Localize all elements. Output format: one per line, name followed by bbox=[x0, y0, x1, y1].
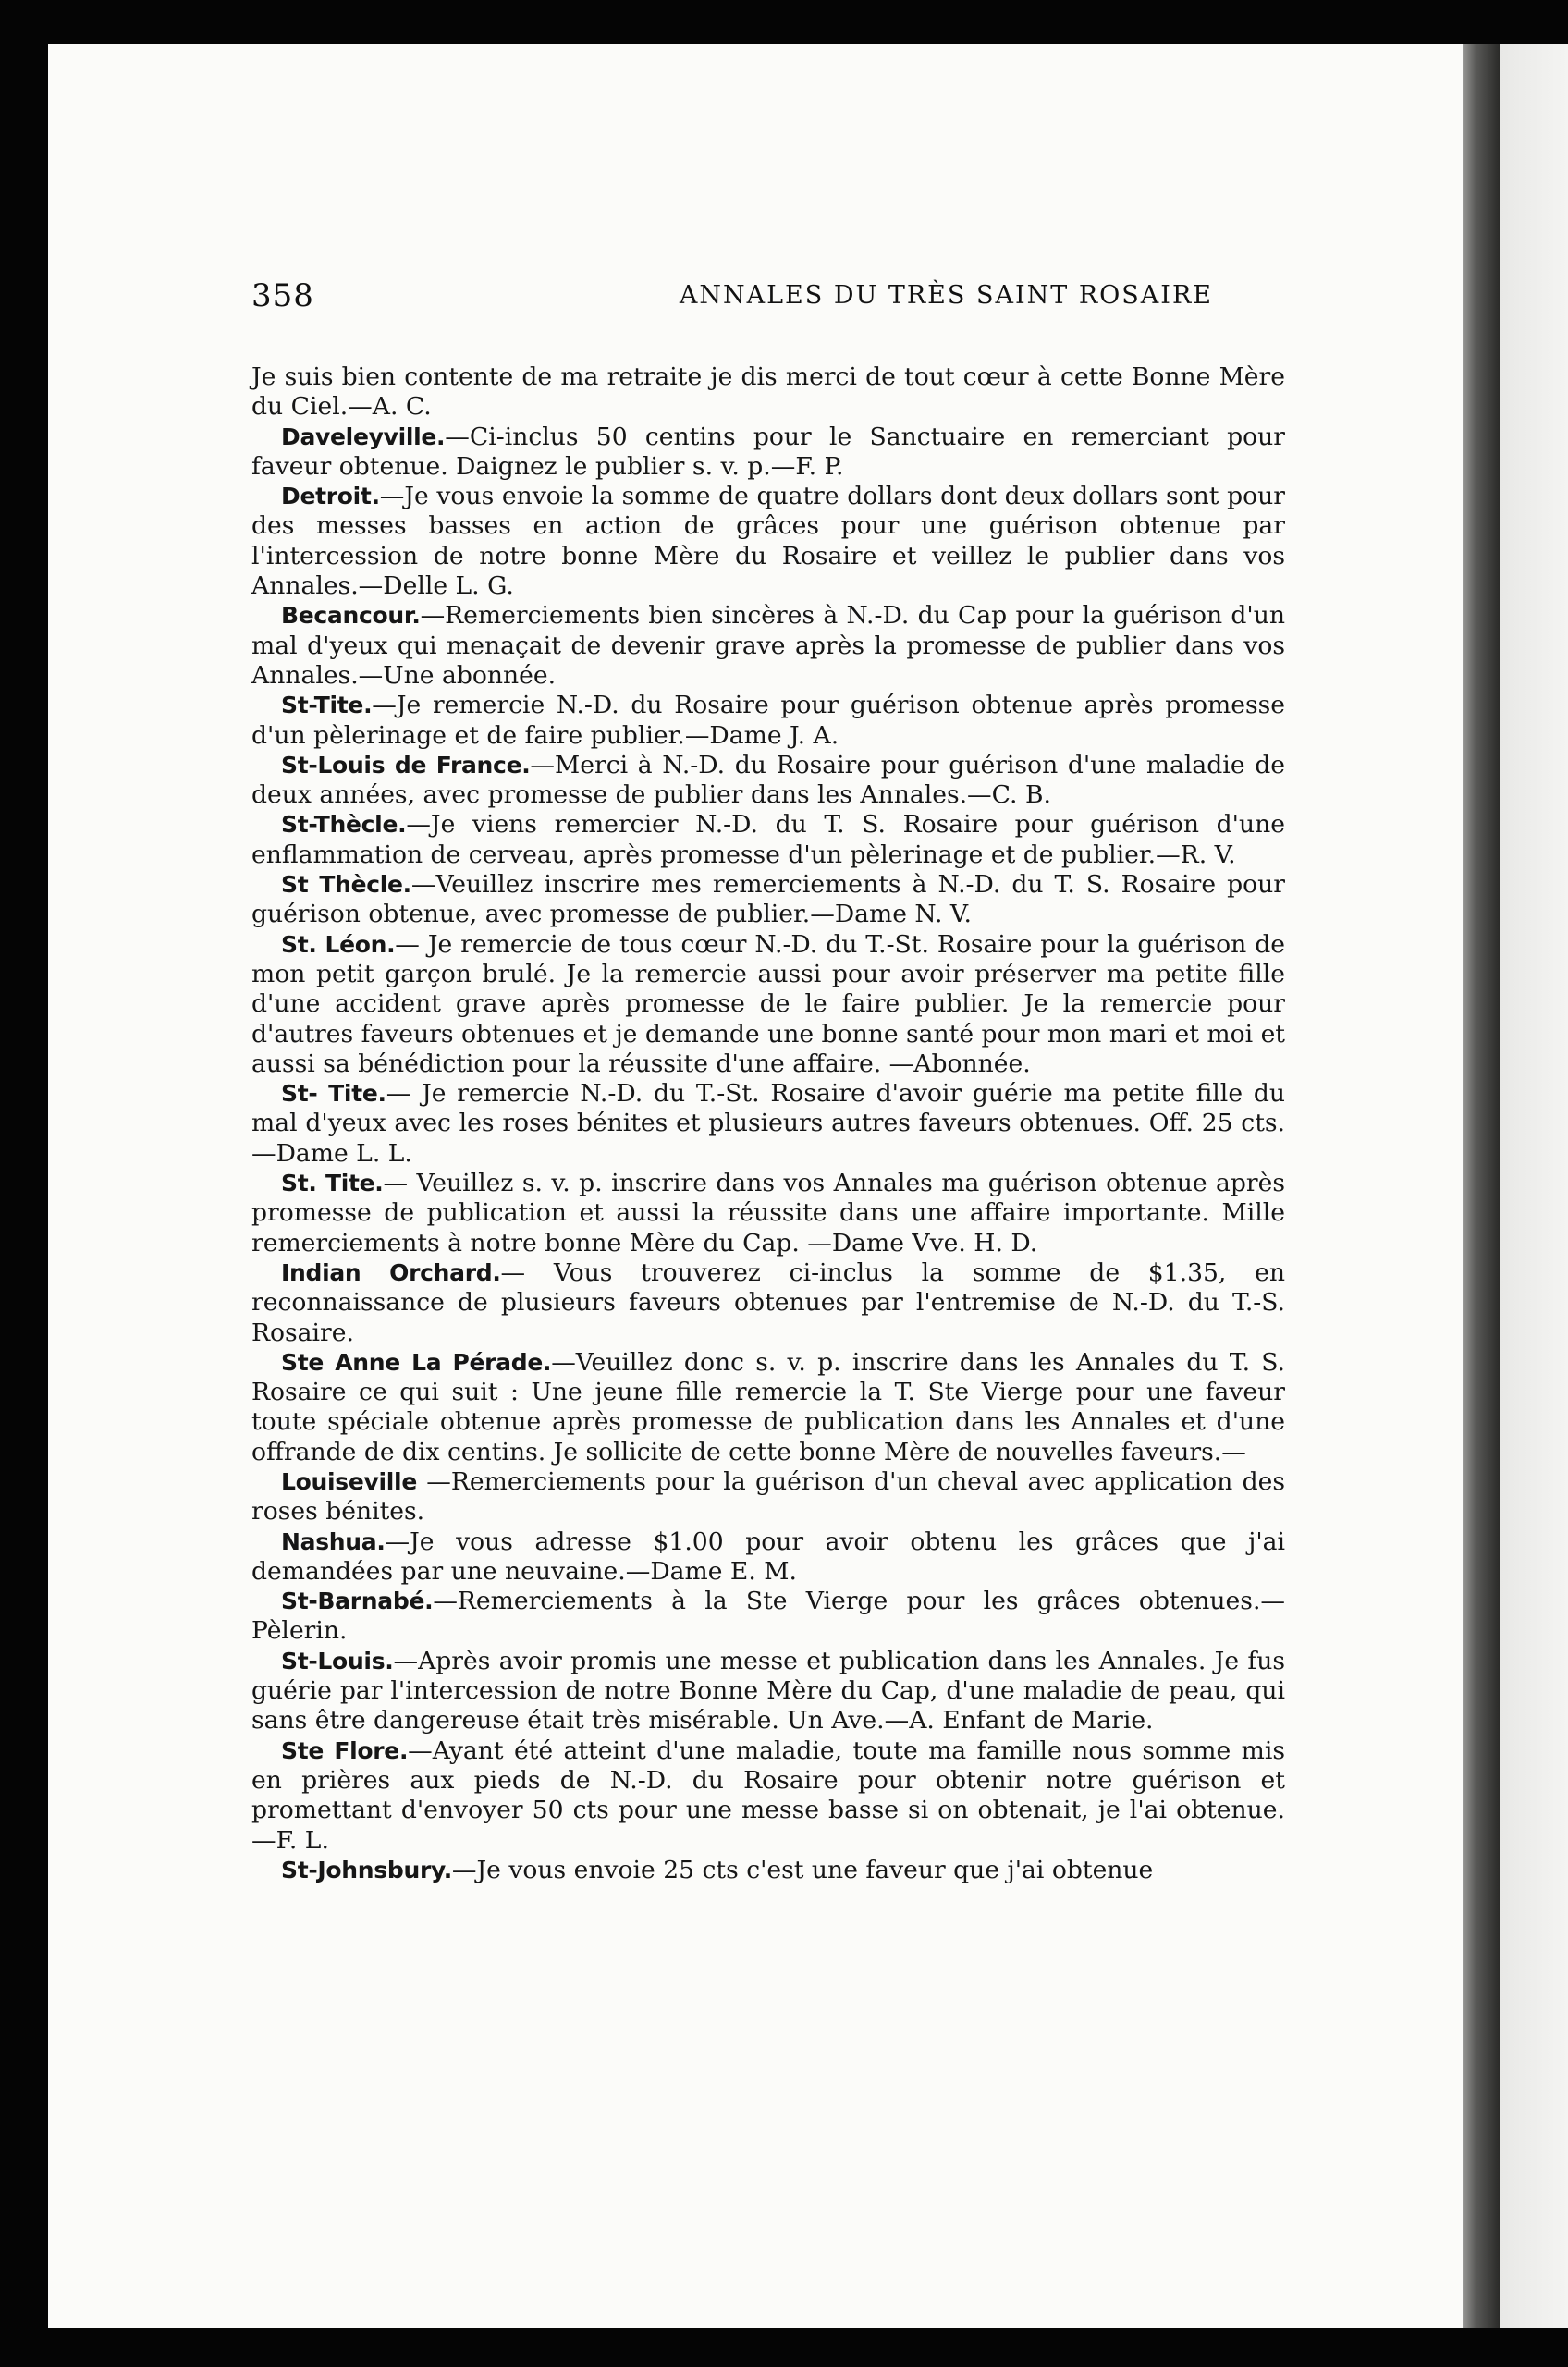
entry-text: —Ci-inclus 50 centins pour le Sanctuaire en remerciant pour faveur obtenue. Daignez le publier s. v. p.—F. P. bbox=[251, 422, 1285, 481]
entry-8 bbox=[251, 930, 1285, 1079]
entry-place: St- Tite. bbox=[281, 1080, 386, 1108]
entry-12 bbox=[251, 1348, 1285, 1467]
entry-text: —Je vous adresse $1.00 pour avoir obtenu les grâces que j'ai demandées par une neuvaine.—Dame E. M. bbox=[251, 1527, 1285, 1586]
entry-17 bbox=[251, 1736, 1285, 1856]
entry-11 bbox=[251, 1258, 1285, 1348]
entry-9 bbox=[251, 1079, 1285, 1169]
entry-18 bbox=[251, 1856, 1285, 1885]
book-gutter bbox=[1463, 44, 1500, 2328]
entry-16 bbox=[251, 1647, 1285, 1736]
entry-text: —Remerciements bien sincères à N.-D. du Cap pour la guérison d'un mal d'yeux qui menaçait de devenir grave après la promesse de publier dans vos Annales.—Une abonnée. bbox=[251, 601, 1285, 690]
entry-6 bbox=[251, 810, 1285, 870]
entry-place: Becancour. bbox=[281, 602, 421, 630]
entry-text: —Remerciements pour la guérison d'un cheval avec application des roses bénites. bbox=[251, 1466, 1285, 1527]
entry-text: — Veuillez s. v. p. inscrire dans vos Annales ma guérison obtenue après promesse de publication et aussi la réussite dans une affaire importante. Mille remerciements à notre bonne Mère du Cap. —Dame Vve. H. D. bbox=[251, 1169, 1286, 1257]
entry-place: St-Tite. bbox=[281, 692, 373, 719]
entry-text: —Après avoir promis une messe et publication dans les Annales. Je fus guérie par l'intercession de notre Bonne Mère du Cap, d'une maladie de peau, qui sans être dangereuse était très misérable. Un Ave.—A. Enfant de Marie. bbox=[251, 1646, 1285, 1735]
facing-page-edge bbox=[1500, 44, 1568, 2328]
entry-2 bbox=[251, 482, 1285, 601]
page-header bbox=[251, 277, 1213, 333]
entry-text: —Veuillez donc s. v. p. inscrire dans les Annales du T. S. Rosaire ce qui suit : Une jeune fille remercie la T. Ste Vierge pour une faveur toute spéciale obtenue après promesse de publication dans les Annales et d'une offrande de dix centins. Je sollicite de cette bonne Mère de nouvelles faveurs.— bbox=[251, 1347, 1285, 1466]
entry-4 bbox=[251, 691, 1285, 751]
entry-text: —Je remercie N.-D. du Rosaire pour guérison obtenue après promesse d'un pèlerinage et de faire publier.—Dame J. A. bbox=[251, 691, 1285, 750]
entry-0 bbox=[251, 362, 1285, 423]
page-number: 358 bbox=[251, 277, 314, 314]
entry-place: Louiseville bbox=[281, 1467, 417, 1495]
page-body bbox=[251, 362, 1285, 1885]
entry-place: Indian Orchard. bbox=[281, 1258, 501, 1286]
entry-text: —Veuillez inscrire mes remerciements à N.-D. du T. S. Rosaire pour guérison obtenue, avec promesse de publier.—Dame N. V. bbox=[251, 870, 1285, 929]
entry-10 bbox=[251, 1169, 1285, 1258]
entry-place: Ste Flore. bbox=[281, 1736, 409, 1764]
running-title: ANNALES DU TRÈS SAINT ROSAIRE bbox=[679, 281, 1213, 310]
entry-15 bbox=[251, 1587, 1285, 1647]
entry-place: Nashua. bbox=[281, 1527, 386, 1555]
entry-place: St. Léon. bbox=[281, 930, 396, 958]
entry-text: —Ayant été atteint d'une maladie, toute ma famille nous somme mis en prières aux pieds de N.-D. du Rosaire pour obtenir notre guérison et promettant d'envoyer 50 cts pour une messe basse si on obtenait, je l'ai obtenue.—F. L. bbox=[251, 1735, 1285, 1855]
entry-place: St-Louis de France. bbox=[281, 751, 531, 779]
entry-5 bbox=[251, 751, 1285, 811]
entry-text: —Merci à N.-D. du Rosaire pour guérison d'une maladie de deux années, avec promesse de publier dans les Annales.—C. B. bbox=[251, 750, 1285, 810]
entry-place: Detroit. bbox=[281, 483, 380, 510]
entry-place: St-Louis. bbox=[281, 1647, 394, 1674]
entry-place: St-Johnsbury. bbox=[281, 1856, 452, 1883]
entry-place: St Thècle. bbox=[281, 871, 411, 899]
entry-text: —Je vous envoie la somme de quatre dollars dont deux dollars sont pour des messes basses en action de grâces pour une guérison obtenue par l'intercession de notre bonne Mère du Rosaire et veillez le publier dans vos Annales.—Delle L. G. bbox=[251, 482, 1285, 601]
entry-text: — Je remercie de tous cœur N.-D. du T.-St. Rosaire pour la guérison de mon petit garçon brulé. Je la remercie aussi pour avoir préserver ma petite fille d'une accident grave après promesse de le faire publier. Je la remercie pour d'autres faveurs obtenues et je demande une bonne santé pour mon mari et moi et aussi sa bénédiction pour la réussite d'une affaire. —Abonnée. bbox=[251, 929, 1285, 1078]
entry-text: Je suis bien contente de ma retraite je dis merci de tout cœur à cette Bonne Mère du Ciel.—A. C. bbox=[251, 362, 1285, 422]
entry-3 bbox=[251, 601, 1285, 691]
entry-place: Ste Anne La Pérade. bbox=[281, 1348, 552, 1376]
entry-place: St-Barnabé. bbox=[281, 1588, 434, 1615]
entry-place: St-Thècle. bbox=[281, 811, 407, 839]
entry-7 bbox=[251, 870, 1285, 930]
entry-text: — Vous trouverez ci-inclus la somme de $1.35, en reconnaissance de plusieurs faveurs obtenues par l'entremise de N.-D. du T.-S. Rosaire. bbox=[251, 1257, 1285, 1347]
entry-place: St. Tite. bbox=[281, 1170, 384, 1197]
entry-1 bbox=[251, 423, 1285, 483]
entry-14 bbox=[251, 1527, 1285, 1588]
entry-text: —Je vous envoie 25 cts c'est une faveur que j'ai obtenue bbox=[451, 1855, 1154, 1884]
entry-text: —Je viens remercier N.-D. du T. S. Rosaire pour guérison d'une enflammation de cerveau, après promesse d'un pèlerinage et de publier.—R. V. bbox=[251, 810, 1285, 869]
entry-place: Daveleyville. bbox=[281, 423, 446, 450]
entry-13 bbox=[251, 1467, 1285, 1527]
entry-text: —Remerciements à la Ste Vierge pour les grâces obtenues.—Pèlerin. bbox=[251, 1587, 1285, 1646]
entry-text: — Je remercie N.-D. du T.-St. Rosaire d'avoir guérie ma petite fille du mal d'yeux avec les roses bénites et plusieurs autres faveurs obtenues. Off. 25 cts. —Dame L. L. bbox=[251, 1079, 1285, 1168]
